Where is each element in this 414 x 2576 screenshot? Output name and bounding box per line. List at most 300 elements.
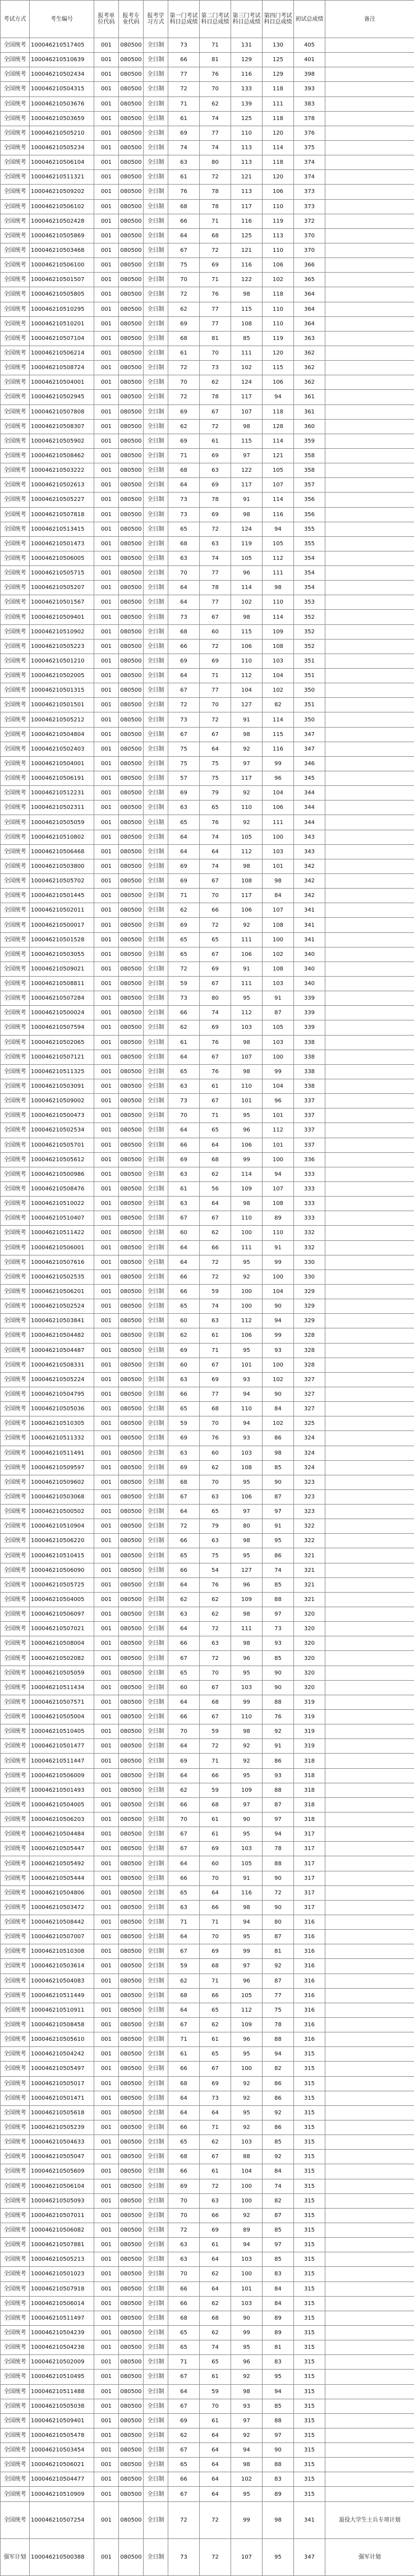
major-code-cell: 080500: [119, 1636, 144, 1651]
study-mode-cell: 全日制: [144, 1460, 168, 1475]
major-code-cell: 080500: [119, 199, 144, 214]
total-cell: 352: [294, 639, 325, 654]
study-mode-cell: 全日制: [144, 346, 168, 360]
study-mode-cell: 全日制: [144, 1519, 168, 1534]
subject-1-cell: 66: [168, 1284, 200, 1299]
subject-1-cell: 66: [168, 2164, 200, 2179]
subject-1-cell: 69: [168, 874, 200, 889]
remark-cell: [325, 947, 414, 962]
table-row: [1, 1181, 414, 1196]
major-code-cell: 080500: [119, 1666, 144, 1680]
candidate-id-cell: 100046210511491: [30, 1446, 94, 1460]
subject-1-cell: 69: [168, 316, 200, 331]
exam-mode-cell: 全国统考: [1, 2413, 30, 2428]
table-row: [1, 1269, 414, 1284]
remark-cell: [325, 38, 414, 53]
subject-2-cell: 74: [200, 140, 231, 155]
candidate-id-cell: 100046210505213: [30, 2252, 94, 2267]
subject-2-cell: 62: [200, 2296, 231, 2311]
study-mode-cell: 全日制: [144, 2355, 168, 2370]
candidate-id-cell: 100046210508811: [30, 977, 94, 991]
major-code-cell: 080500: [119, 316, 144, 331]
study-mode-cell: 全日制: [144, 991, 168, 1006]
unit-code-cell: 001: [94, 977, 119, 991]
unit-code-cell: 001: [94, 331, 119, 346]
total-cell: 362: [294, 375, 325, 390]
unit-code-cell: 001: [94, 1739, 119, 1754]
candidate-id-cell: 100046210502403: [30, 742, 94, 756]
unit-code-cell: 001: [94, 786, 119, 801]
subject-2-cell: 72: [200, 918, 231, 932]
candidate-id-cell: 100046210507007: [30, 1930, 94, 1944]
subject-3-cell: 105: [231, 830, 263, 844]
subject-1-cell: 62: [168, 1328, 200, 1343]
exam-mode-cell: 全国统考: [1, 2340, 30, 2355]
unit-code-cell: 001: [94, 991, 119, 1006]
study-mode-cell: 全日制: [144, 2267, 168, 2281]
total-cell: 315: [294, 2340, 325, 2355]
total-cell: 329: [294, 1299, 325, 1314]
total-cell: 316: [294, 2017, 325, 2032]
major-code-cell: 080500: [119, 756, 144, 771]
study-mode-cell: 全日制: [144, 1783, 168, 1797]
exam-mode-cell: 全国统考: [1, 258, 30, 273]
exam-mode-cell: 全国统考: [1, 2135, 30, 2150]
table-row: [1, 375, 414, 390]
subject-4-cell: 90: [263, 1871, 294, 1885]
remark-cell: [325, 2047, 414, 2062]
study-mode-cell: 全日制: [144, 1680, 168, 1695]
total-cell: 315: [294, 2135, 325, 2150]
unit-code-cell: 001: [94, 302, 119, 316]
remark-cell: [325, 595, 414, 610]
total-cell: 341: [294, 918, 325, 932]
exam-mode-cell: 全国统考: [1, 2076, 30, 2091]
study-mode-cell: 全日制: [144, 1974, 168, 1988]
subject-4-cell: 97: [263, 1607, 294, 1622]
exam-mode-cell: 全国统考: [1, 243, 30, 257]
major-code-cell: 080500: [119, 639, 144, 654]
exam-mode-cell: 全国统考: [1, 2428, 30, 2442]
total-cell: 315: [294, 2281, 325, 2296]
subject-2-cell: 78: [200, 493, 231, 507]
table-row: [1, 1754, 414, 1768]
unit-code-cell: 001: [94, 2076, 119, 2091]
subject-2-cell: 77: [200, 1387, 231, 1401]
major-code-cell: 080500: [119, 654, 144, 668]
subject-3-cell: 111: [231, 1240, 263, 1255]
subject-2-cell: 62: [200, 1607, 231, 1622]
unit-code-cell: 001: [94, 1563, 119, 1577]
subject-2-cell: 68: [200, 228, 231, 243]
study-mode-cell: 全日制: [144, 82, 168, 96]
total-cell: 315: [294, 2091, 325, 2105]
subject-2-cell: 78: [200, 199, 231, 214]
study-mode-cell: 全日制: [144, 375, 168, 390]
subject-2-cell: 64: [200, 2281, 231, 2296]
subject-3-cell: 112: [231, 669, 263, 683]
exam-mode-cell: 全国统考: [1, 1255, 30, 1269]
major-code-cell: 080500: [119, 1240, 144, 1255]
remark-cell: 退役大学生士兵专项计划: [325, 2501, 414, 2538]
remark-cell: [325, 1108, 414, 1123]
exam-mode-cell: 全国统考: [1, 654, 30, 668]
study-mode-cell: 全日制: [144, 2296, 168, 2311]
candidate-id-cell: 100046210503068: [30, 1489, 94, 1504]
unit-code-cell: 001: [94, 2370, 119, 2384]
major-code-cell: 080500: [119, 1460, 144, 1475]
major-code-cell: 080500: [119, 698, 144, 712]
unit-code-cell: 001: [94, 140, 119, 155]
exam-mode-cell: 全国统考: [1, 859, 30, 873]
candidate-id-cell: 100046210508004: [30, 1636, 94, 1651]
remark-cell: [325, 1079, 414, 1093]
exam-mode-cell: 全国统考: [1, 889, 30, 903]
subject-1-cell: 69: [168, 1460, 200, 1475]
subject-4-cell: 98: [263, 581, 294, 595]
candidate-id-cell: 100046210506014: [30, 2296, 94, 2311]
unit-code-cell: 001: [94, 830, 119, 844]
subject-4-cell: 88: [263, 1783, 294, 1797]
remark-cell: [325, 859, 414, 873]
subject-1-cell: 67: [168, 2370, 200, 2384]
subject-4-cell: 97: [263, 1505, 294, 1519]
candidate-id-cell: 100046210505609: [30, 2164, 94, 2179]
exam-mode-cell: 全国统考: [1, 1827, 30, 1842]
subject-4-cell: 108: [263, 962, 294, 976]
study-mode-cell: 全日制: [144, 2223, 168, 2237]
candidate-id-cell: 100046210506009: [30, 1768, 94, 1783]
subject-1-cell: 70: [168, 2267, 200, 2281]
subject-2-cell: 59: [200, 1284, 231, 1299]
unit-code-cell: 001: [94, 1431, 119, 1446]
unit-code-cell: 001: [94, 639, 119, 654]
table-row: [1, 258, 414, 273]
subject-4-cell: 93: [263, 1636, 294, 1651]
unit-code-cell: 001: [94, 2208, 119, 2223]
subject-2-cell: 70: [200, 1475, 231, 1489]
subject-3-cell: 127: [231, 698, 263, 712]
candidate-id-cell: 100046210511449: [30, 1988, 94, 2003]
unit-code-cell: 001: [94, 1944, 119, 1959]
candidate-id-cell: 100046210507571: [30, 1695, 94, 1709]
subject-3-cell: 102: [231, 2472, 263, 2487]
exam-mode-cell: 全国统考: [1, 111, 30, 126]
remark-cell: [325, 1416, 414, 1431]
exam-mode-cell: 全国统考: [1, 742, 30, 756]
total-cell: 337: [294, 1094, 325, 1108]
candidate-id-cell: 100046210509597: [30, 1460, 94, 1475]
table-row: [1, 1079, 414, 1093]
subject-1-cell: 57: [168, 771, 200, 786]
subject-3-cell: 95: [231, 2047, 263, 2062]
study-mode-cell: 全日制: [144, 1827, 168, 1842]
major-code-cell: 080500: [119, 522, 144, 536]
major-code-cell: 080500: [119, 302, 144, 316]
exam-mode-cell: 全国统考: [1, 1314, 30, 1328]
table-row: [1, 2164, 414, 2179]
candidate-id-cell: 100046210502428: [30, 214, 94, 228]
table-row: [1, 1328, 414, 1343]
total-cell: 315: [294, 2355, 325, 2370]
candidate-id-cell: 100046210501445: [30, 889, 94, 903]
total-cell: 318: [294, 1768, 325, 1783]
table-row: [1, 2003, 414, 2017]
subject-2-cell: 72: [200, 1651, 231, 1666]
total-cell: 375: [294, 140, 325, 155]
exam-mode-cell: 全国统考: [1, 2370, 30, 2384]
major-code-cell: 080500: [119, 801, 144, 815]
subject-3-cell: 112: [231, 1314, 263, 1328]
unit-code-cell: 001: [94, 390, 119, 404]
remark-cell: [325, 1284, 414, 1299]
candidate-id-cell: 100046210505239: [30, 2120, 94, 2135]
candidate-id-cell: 100046210506097: [30, 1607, 94, 1622]
subject-2-cell: 63: [200, 463, 231, 478]
subject-2-cell: 67: [200, 610, 231, 624]
subject-2-cell: 66: [200, 903, 231, 918]
unit-code-cell: 001: [94, 1856, 119, 1871]
unit-code-cell: 001: [94, 1269, 119, 1284]
exam-mode-cell: 全国统考: [1, 346, 30, 360]
remark-cell: [325, 1197, 414, 1211]
major-code-cell: 080500: [119, 771, 144, 786]
total-cell: 357: [294, 478, 325, 493]
subject-1-cell: 69: [168, 1431, 200, 1446]
subject-3-cell: 92: [231, 1754, 263, 1768]
subject-2-cell: 66: [200, 1900, 231, 1915]
remark-cell: [325, 2487, 414, 2501]
subject-2-cell: 69: [200, 507, 231, 522]
total-cell: 336: [294, 1152, 325, 1167]
study-mode-cell: 全日制: [144, 1768, 168, 1783]
exam-mode-cell: 全国统考: [1, 698, 30, 712]
study-mode-cell: 全日制: [144, 1255, 168, 1269]
total-cell: 338: [294, 1064, 325, 1079]
exam-mode-cell: 全国统考: [1, 2355, 30, 2370]
subject-2-cell: 64: [200, 2472, 231, 2487]
remark-cell: [325, 1123, 414, 1138]
study-mode-cell: 全日制: [144, 1167, 168, 1181]
subject-2-cell: 74: [200, 1006, 231, 1020]
subject-2-cell: 61: [200, 1328, 231, 1343]
study-mode-cell: 全日制: [144, 1431, 168, 1446]
major-code-cell: 080500: [119, 2150, 144, 2164]
table-row: [1, 2105, 414, 2120]
subject-4-cell: 84: [263, 1402, 294, 1416]
table-row: [1, 815, 414, 830]
remark-cell: [325, 1944, 414, 1959]
remark-cell: [325, 903, 414, 918]
table-row: [1, 1842, 414, 1856]
study-mode-cell: 全日制: [144, 1592, 168, 1607]
study-mode-cell: 全日制: [144, 1269, 168, 1284]
subject-4-cell: 85: [263, 1460, 294, 1475]
major-code-cell: 080500: [119, 155, 144, 170]
subject-2-cell: 62: [200, 96, 231, 111]
subject-4-cell: 104: [263, 1284, 294, 1299]
subject-1-cell: 64: [168, 1123, 200, 1138]
unit-code-cell: 001: [94, 1372, 119, 1387]
major-code-cell: 080500: [119, 1563, 144, 1577]
subject-3-cell: 94: [231, 1387, 263, 1401]
subject-4-cell: 119: [263, 331, 294, 346]
subject-2-cell: 61: [200, 2238, 231, 2252]
study-mode-cell: 全日制: [144, 2164, 168, 2179]
subject-2-cell: 62: [200, 375, 231, 390]
remark-cell: [325, 2296, 414, 2311]
major-code-cell: 080500: [119, 2135, 144, 2150]
subject-4-cell: 91: [263, 1240, 294, 1255]
exam-mode-cell: 全国统考: [1, 536, 30, 551]
subject-1-cell: 73: [168, 1094, 200, 1108]
unit-code-cell: 001: [94, 2017, 119, 2032]
exam-mode-cell: 全国统考: [1, 1563, 30, 1577]
exam-mode-cell: 全国统考: [1, 1343, 30, 1358]
subject-2-cell: 76: [200, 1064, 231, 1079]
candidate-id-cell: 100046210504795: [30, 1387, 94, 1401]
subject-1-cell: 65: [168, 815, 200, 830]
exam-mode-cell: 全国统考: [1, 1622, 30, 1636]
subject-3-cell: 122: [231, 463, 263, 478]
subject-3-cell: 98: [231, 1197, 263, 1211]
major-code-cell: 080500: [119, 1680, 144, 1695]
table-row: [1, 111, 414, 126]
candidate-id-cell: 100046210508442: [30, 1915, 94, 1930]
subject-2-cell: 63: [200, 1636, 231, 1651]
subject-3-cell: 108: [231, 874, 263, 889]
unit-code-cell: 001: [94, 2355, 119, 2370]
subject-4-cell: 91: [263, 1519, 294, 1534]
study-mode-cell: 全日制: [144, 1577, 168, 1592]
major-code-cell: 080500: [119, 2370, 144, 2384]
table-row: [1, 2355, 414, 2370]
subject-1-cell: 69: [168, 1343, 200, 1358]
subject-3-cell: 95: [231, 991, 263, 1006]
unit-code-cell: 001: [94, 1475, 119, 1489]
exam-mode-cell: 全国统考: [1, 434, 30, 448]
subject-3-cell: 117: [231, 478, 263, 493]
subject-4-cell: 110: [263, 1226, 294, 1240]
table-row: [1, 786, 414, 801]
exam-mode-cell: 全国统考: [1, 1724, 30, 1739]
total-cell: 315: [294, 2458, 325, 2472]
study-mode-cell: 全日制: [144, 947, 168, 962]
total-cell: 374: [294, 155, 325, 170]
subject-4-cell: 95: [263, 2370, 294, 2384]
exam-mode-cell: 全国统考: [1, 1475, 30, 1489]
remark-cell: [325, 756, 414, 771]
candidate-id-cell: 100046210510295: [30, 302, 94, 316]
major-code-cell: 080500: [119, 1108, 144, 1123]
subject-3-cell: 108: [231, 316, 263, 331]
subject-3-cell: 117: [231, 771, 263, 786]
remark-cell: [325, 1768, 414, 1783]
study-mode-cell: 全日制: [144, 2091, 168, 2105]
total-cell: 341: [294, 2501, 325, 2538]
total-cell: 323: [294, 1489, 325, 1504]
subject-2-cell: 69: [200, 962, 231, 976]
table-row: [1, 287, 414, 302]
remark-cell: [325, 140, 414, 155]
major-code-cell: 080500: [119, 1475, 144, 1489]
study-mode-cell: 全日制: [144, 2032, 168, 2047]
major-code-cell: 080500: [119, 595, 144, 610]
subject-1-cell: 65: [168, 2135, 200, 2150]
total-cell: 364: [294, 316, 325, 331]
study-mode-cell: 全日制: [144, 1402, 168, 1416]
subject-2-cell: 67: [200, 404, 231, 419]
total-cell: 319: [294, 1695, 325, 1709]
subject-1-cell: 71: [168, 96, 200, 111]
total-cell: 339: [294, 1006, 325, 1020]
total-cell: 330: [294, 1269, 325, 1284]
table-row: [1, 243, 414, 257]
subject-2-cell: 70: [200, 346, 231, 360]
major-code-cell: 080500: [119, 844, 144, 859]
remark-cell: [325, 1607, 414, 1622]
subject-1-cell: 64: [168, 581, 200, 595]
subject-2-cell: 65: [200, 801, 231, 815]
subject-4-cell: 115: [263, 727, 294, 742]
unit-code-cell: 001: [94, 1505, 119, 1519]
table-row: [1, 771, 414, 786]
remark-cell: [325, 258, 414, 273]
exam-mode-cell: 全国统考: [1, 610, 30, 624]
total-cell: 318: [294, 1813, 325, 1827]
subject-3-cell: 100: [231, 2179, 263, 2193]
table-row: [1, 1813, 414, 1827]
remark-cell: [325, 2179, 414, 2193]
total-cell: 347: [294, 2538, 325, 2575]
subject-3-cell: 89: [231, 2223, 263, 2237]
major-code-cell: 080500: [119, 727, 144, 742]
exam-mode-cell: 全国统考: [1, 771, 30, 786]
subject-4-cell: 94: [263, 2384, 294, 2399]
table-row: [1, 1577, 414, 1592]
subject-4-cell: 94: [263, 1167, 294, 1181]
exam-mode-cell: 全国统考: [1, 830, 30, 844]
candidate-id-cell: 100046210506001: [30, 1240, 94, 1255]
major-code-cell: 080500: [119, 1622, 144, 1636]
remark-cell: [325, 361, 414, 375]
subject-4-cell: 94: [263, 522, 294, 536]
subject-1-cell: 65: [168, 947, 200, 962]
subject-2-cell: 64: [200, 1885, 231, 1900]
major-code-cell: 080500: [119, 1123, 144, 1138]
study-mode-cell: 全日制: [144, 1387, 168, 1401]
subject-2-cell: 69: [200, 1372, 231, 1387]
unit-code-cell: 001: [94, 273, 119, 287]
subject-2-cell: 72: [200, 170, 231, 185]
subject-4-cell: 88: [263, 2032, 294, 2047]
major-code-cell: 080500: [119, 1974, 144, 1988]
table-row: [1, 2443, 414, 2458]
unit-code-cell: 001: [94, 1534, 119, 1548]
total-cell: 356: [294, 493, 325, 507]
study-mode-cell: 全日制: [144, 2443, 168, 2458]
unit-code-cell: 001: [94, 228, 119, 243]
subject-1-cell: 62: [168, 1974, 200, 1988]
subject-2-cell: 70: [200, 82, 231, 96]
study-mode-cell: 全日制: [144, 2370, 168, 2384]
subject-2-cell: 76: [200, 815, 231, 830]
study-mode-cell: 全日制: [144, 448, 168, 463]
subject-3-cell: 91: [231, 1871, 263, 1885]
subject-3-cell: 114: [231, 581, 263, 595]
total-cell: 358: [294, 448, 325, 463]
subject-3-cell: 98: [231, 287, 263, 302]
